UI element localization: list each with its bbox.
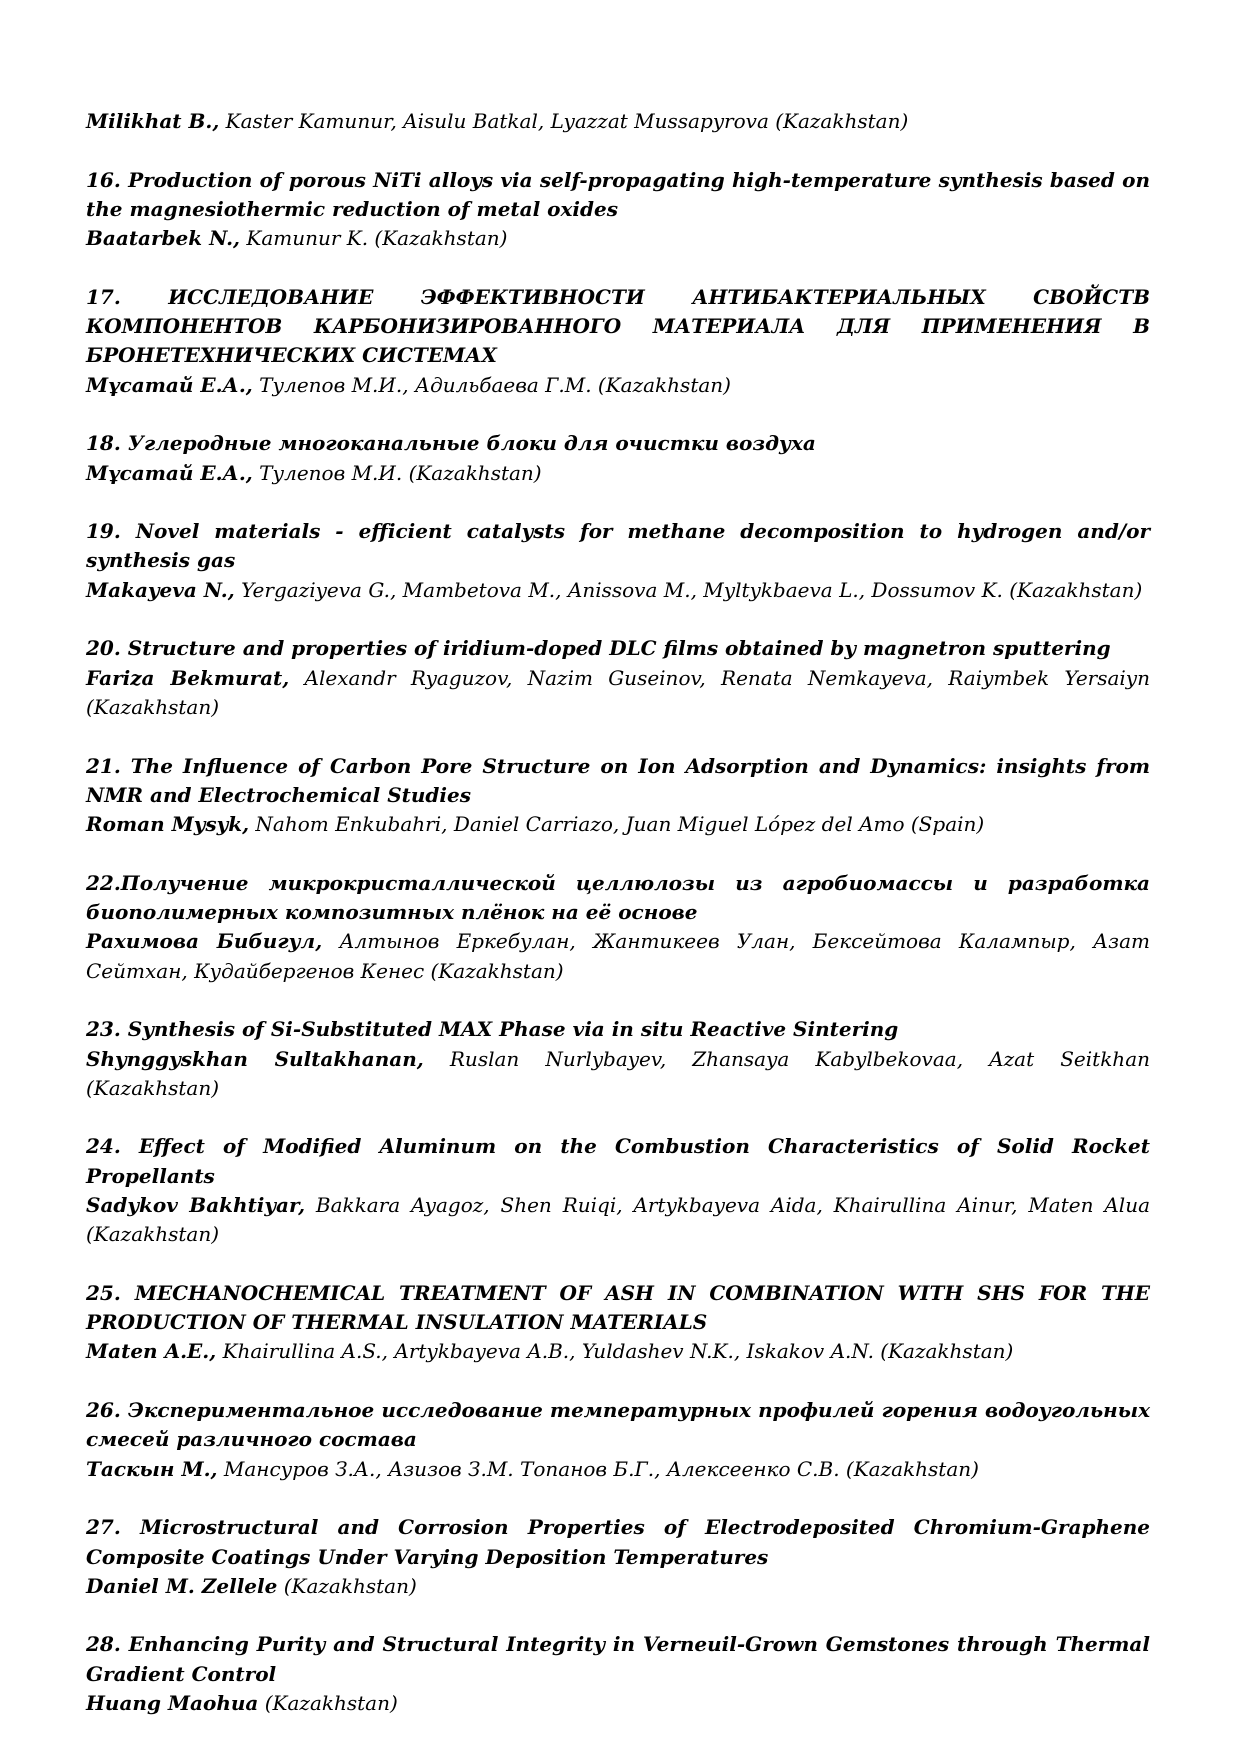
co-authors: Bakkara Ayagoz, Shen Ruiqi, Artykbayeva Aida, Khairullina Ainur, Maten Alua (Kazakhstan) <box>86 1192 1150 1247</box>
abstract-entry-27 <box>86 1513 1150 1601</box>
co-authors: Nahom Enkubahri, Daniel Carriazo, Juan Miguel López del Amo (Spain) <box>249 812 985 837</box>
abstract-entry-20 <box>86 634 1150 722</box>
entry-title: 20. Structure and properties of iridium-doped DLC films obtained by magnetron sputtering <box>86 636 1111 661</box>
co-authors: Kaster Kamunur, Aisulu Batkal, Lyazzat Mussapyrova (Kazakhstan) <box>219 109 909 133</box>
co-authors: Kamunur K. (Kazakhstan) <box>240 226 508 251</box>
lead-author: Shynggyskhan Sultakhanan, <box>86 1046 424 1071</box>
entry-title: 24. Effect of Modified Aluminum on the Combustion Characteristics of Solid Rocket Propellants <box>86 1134 1150 1188</box>
co-authors: (Kazakhstan) <box>277 1573 417 1598</box>
co-authors: Ruslan Nurlybayev, Zhansaya Kabylbekovaa, Azat Seitkhan (Kazakhstan) <box>86 1046 1150 1100</box>
co-authors: Yergaziyeva G., Mambetova M., Anissova M., Myltykbaeva L., Dossumov K. (Kazakhstan) <box>234 577 1143 602</box>
entry-title: 16. Production of porous NiTi alloys via self-propagating high-temperature synthesis based on the magnesiothermic reduction of metal oxides <box>86 167 1150 221</box>
abstract-entry-28 <box>86 1630 1150 1718</box>
lead-author: Мұсатай Е.А., <box>86 460 253 485</box>
entry-title: 27. Microstructural and Corrosion Properties of Electrodeposited Chromium-Graphene Composite Coatings Under Varying Deposition Temperatures <box>86 1515 1150 1569</box>
abstract-entry-22 <box>86 869 1150 986</box>
abstract-entry-24 <box>86 1132 1150 1249</box>
lead-author: Рахимова Бибигул, <box>86 929 323 954</box>
lead-author: Baatarbek N., <box>86 226 241 251</box>
entry-title: 19. Novel materials - efficient catalysts for methane decomposition to hydrogen and/or synthesis gas <box>86 519 1150 573</box>
lead-author: Huang Maohua <box>86 1691 259 1716</box>
co-authors: Alexandr Ryaguzov, Nazim Guseinov, Renata Nemkayeva, Raiymbek Yersaiyn (Kazakhstan) <box>86 665 1150 719</box>
co-authors: Алтынов Еркебулан, Жантикеев Улан, Бексейтова Калампыр, Азат Сейтхан, Кудайбергенов Кенес (Kazakhstan) <box>86 929 1150 983</box>
abstract-entry-19 <box>86 517 1150 605</box>
entry-title: 28. Enhancing Purity and Structural Integrity in Verneuil-Grown Gemstones through Thermal Gradient Control <box>86 1632 1150 1686</box>
entry-title: 18. Углеродные многоканальные блоки для очистки воздуха <box>86 431 816 456</box>
lead-author: Daniel M. Zellele <box>86 1573 278 1598</box>
lead-author: Makayeva N., <box>86 577 235 602</box>
document-page <box>86 107 1150 1748</box>
abstract-entry-16 <box>86 166 1150 254</box>
continuation-authors <box>86 107 1150 136</box>
abstract-entry-26 <box>86 1396 1150 1484</box>
lead-author: Таскын М., <box>86 1456 218 1481</box>
entry-title: 22.Получение микрокристаллической целлюлозы из агробиомассы и разработка биополимерных композитных плёнок на её основе <box>86 870 1150 925</box>
entry-title: 25. MECHANOCHEMICAL TREATMENT OF ASH IN COMBINATION WITH SHS FOR THE PRODUCTION OF THERMAL INSULATION MATERIALS <box>86 1280 1150 1335</box>
lead-author: Fariza Bekmurat, <box>86 665 290 690</box>
abstract-entry-25 <box>86 1279 1150 1367</box>
abstract-entry-17 <box>86 283 1150 400</box>
co-authors: Тулепов М.И. (Kazakhstan) <box>252 460 542 485</box>
entry-title: 23. Synthesis of Si-Substituted MAX Phase via in situ Reactive Sintering <box>86 1017 899 1042</box>
lead-author: Milikhat B., <box>86 109 220 133</box>
lead-author: Maten A.E., <box>86 1339 217 1364</box>
co-authors: Khairullina A.S., Artykbayeva A.B., Yuldashev N.K., Iskakov A.N. (Kazakhstan) <box>216 1339 1014 1364</box>
lead-author: Roman Mysyk, <box>86 812 250 837</box>
co-authors: Мансуров З.А., Азизов З.М. Топанов Б.Г., Алексеенко С.В. (Kazakhstan) <box>217 1456 979 1481</box>
co-authors: (Kazakhstan) <box>258 1691 398 1716</box>
lead-author: Мұсатай Е.А., <box>86 372 253 397</box>
lead-author: Sadykov Bakhtiyar, <box>86 1192 306 1217</box>
abstract-entry-21 <box>86 752 1150 840</box>
abstract-entry-23 <box>86 1015 1150 1103</box>
entry-title: 21. The Influence of Carbon Pore Structure on Ion Adsorption and Dynamics: insights from NMR and Electrochemical Studies <box>86 753 1150 807</box>
entry-title: 17. ИССЛЕДОВАНИЕ ЭФФЕКТИВНОСТИ АНТИБАКТЕРИАЛЬНЫХ СВОЙСТВ КОМПОНЕНТОВ КАРБОНИЗИРОВАННОГО МАТЕРИАЛА ДЛЯ ПРИМЕНЕНИЯ В БРОНЕТЕХНИЧЕСКИХ СИСТЕМАХ <box>86 284 1150 368</box>
entry-title: 26. Экспериментальное исследование температурных профилей горения водоугольных смесей различного состава <box>86 1398 1150 1452</box>
abstract-entry-18 <box>86 429 1150 488</box>
co-authors: Тулепов М.И., Адильбаева Г.М. (Kazakhstan) <box>252 372 731 397</box>
